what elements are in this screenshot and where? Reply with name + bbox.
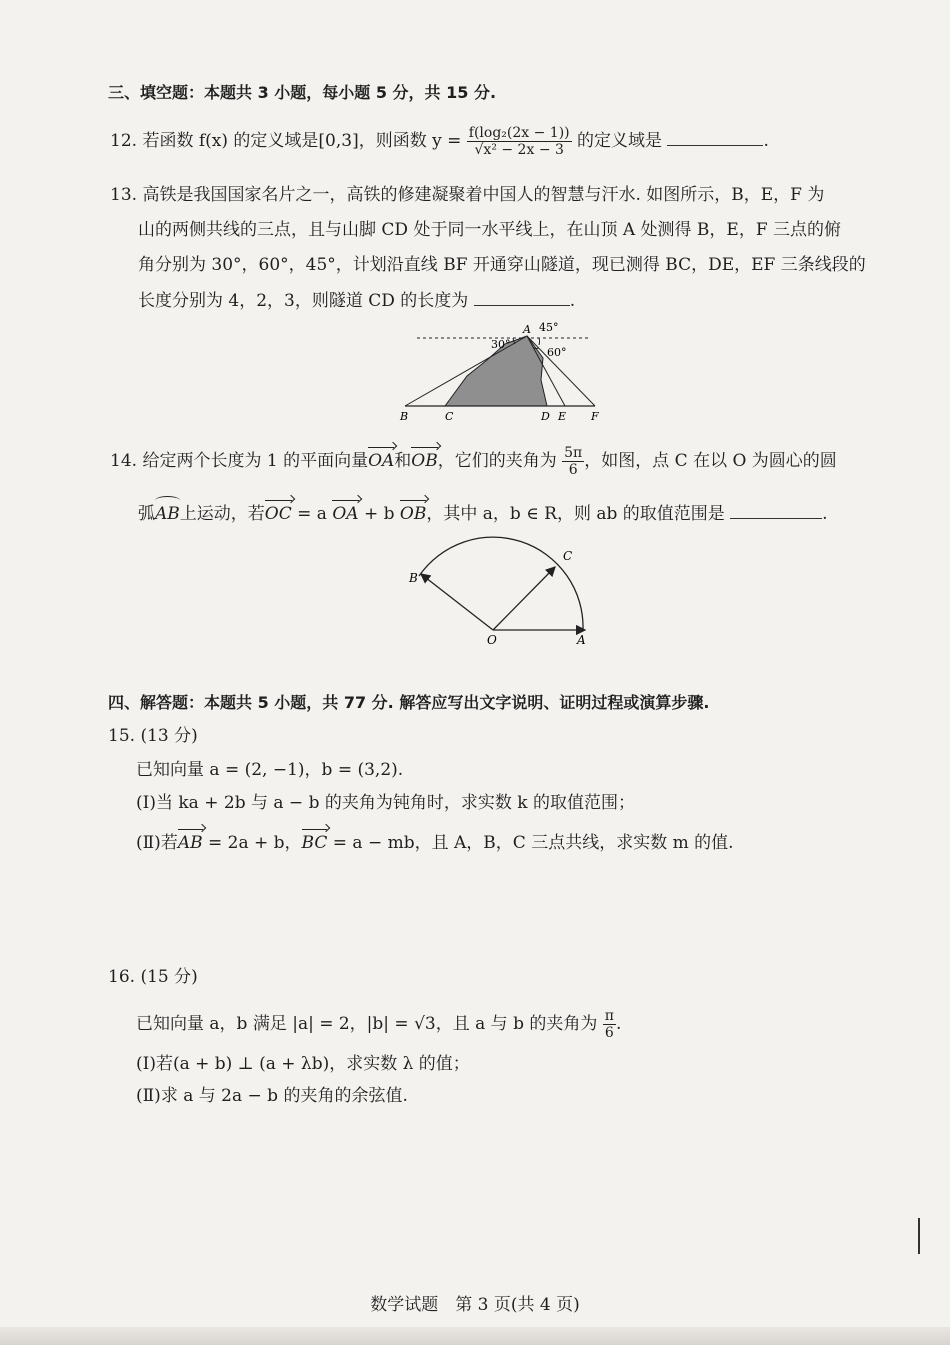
q16-angle-fraction [603,1008,616,1041]
q14-eq: = a [291,504,333,524]
q13-text-1: 高铁是我国国家名片之一，高铁的修建凝聚着中国人的智慧与汗水. 如图所示，B，E，F 为 [142,185,825,205]
q13-answer-blank [474,289,570,306]
vector-OB: OB [411,451,438,471]
question-13-line-1 [110,184,824,206]
q15-part-1: (Ⅰ)当 ka + 2b 与 a − b 的夹角为钝角时，求实数 k 的取值范围； [136,793,635,813]
q12-text-pre: 若函数 f(x) 的定义域是[0,3]，则函数 y = [142,131,462,151]
vector-BC: BC [301,833,328,853]
q14-text-2-b: ，其中 a，b ∈ R，则 ab 的取值范围是 [426,504,725,524]
q13-label-A: A [523,323,531,336]
vector-OC: OC [264,504,292,524]
q13-label-C: C [445,410,454,423]
q12-fraction-denominator: √x² − 2x − 3 [474,142,564,158]
q15-title: 15. (13 分) [108,726,198,746]
q13-text-3: 角分别为 30°，60°，45°，计划沿直线 BF 开通穿山隧道，现已测得 BC，DE，EF 三条线段的 [138,255,866,275]
q14-angle-denominator: 6 [568,462,578,478]
q13-end: . [569,291,576,311]
q16-angle-denominator: 6 [604,1025,614,1041]
q14-end: . [822,504,828,524]
q16-angle-numerator: π [604,1008,614,1024]
q14-number: 14. [110,451,138,471]
section-3-heading: 三、填空题：本题共 3 小题，每小题 5 分，共 15 分. [108,83,497,102]
q13-label-D: D [541,410,550,423]
q12-end: . [763,131,769,151]
q13-label-E: E [558,410,567,423]
page-footer: 数学试题 第 3 页(共 4 页) [370,1295,580,1315]
q14-vector-OC-arrow [493,567,555,630]
question-13-line-4 [138,289,575,312]
q12-text-post: 的定义域是 [577,131,663,151]
q14-label-A: A [577,633,586,647]
q14-label-C: C [563,549,573,563]
q15-part-2 [136,832,734,854]
q16-given-end: . [615,1014,622,1034]
q16-given [136,1008,621,1041]
q16-given-pre: 已知向量 a，b 满足 |a| = 2，|b| = √3，且 a 与 b 的夹角为 [136,1014,598,1034]
q12-fraction [467,125,572,158]
q13-text-2: 山的两侧共线的三点，且与山脚 CD 处于同一水平线上，在山顶 A 处测得 B，E，F 三点的俯 [138,220,842,240]
q14-label-B: B [409,571,418,585]
q14-text-1-mid: ，它们的夹角为 [437,451,557,471]
q13-label-30deg: 30° [491,338,511,351]
scan-bottom-edge [0,1327,950,1345]
q14-angle-numerator: 5π [564,445,583,461]
q13-label-B: B [400,410,409,423]
q16-part-1: (Ⅰ)若(a + b) ⊥ (a + λb)，求实数 λ 的值； [136,1054,470,1074]
vector-OA: OA [368,451,395,471]
q14-label-O: O [487,633,497,647]
q14-text-2-pre: 弧 [138,504,155,524]
vector-OB-2: OB [399,504,427,524]
q14-arc-figure [405,534,605,652]
q14-vector-OB-arrow [421,574,493,630]
q14-and: 和 [394,451,412,471]
q13-arc-45 [539,338,540,345]
q16-title: 16. (15 分) [108,967,198,987]
question-14-line-2 [138,502,828,525]
q13-number: 13. [110,185,138,205]
q14-plus: + b [358,504,400,524]
vector-AB: AB [177,833,203,853]
q13-label-F: F [591,410,599,423]
q12-answer-blank [667,129,763,146]
q14-angle-fraction [562,445,584,478]
q15-part-2-pre: (Ⅱ)若 [136,833,178,853]
q12-fraction-numerator: f(log₂(2x − 1)) [468,125,570,141]
q13-mountain-figure [395,318,615,426]
q14-answer-blank [730,502,822,519]
arc-AB: AB [155,504,180,524]
q13-label-45deg: 45° [539,321,559,334]
q14-text-2-a: 上运动，若 [179,504,265,524]
question-12 [110,125,769,158]
vector-OA-2: OA [332,504,359,524]
q15-part-2-mid: = 2a + b， [202,833,302,853]
q14-arc-curve [419,537,583,630]
q14-text-1-post: ，如图，点 C 在以 O 为圆心的圆 [584,451,837,471]
q15-given: 已知向量 a = (2, −1)，b = (3,2). [136,760,404,780]
question-14-line-1 [110,445,837,478]
q14-text-1-pre: 给定两个长度为 1 的平面向量 [142,451,369,471]
q16-part-2: (Ⅱ)求 a 与 2a − b 的夹角的余弦值. [136,1086,408,1106]
section-4-heading: 四、解答题：本题共 5 小题，共 77 分. 解答应写出文字说明、证明过程或演算步骤. [108,693,710,712]
q12-number: 12. [110,131,138,151]
q13-label-60deg: 60° [547,346,567,359]
q13-text-4: 长度分别为 4，2，3，则隧道 CD 的长度为 [138,291,469,311]
q15-part-2-post: = a − mb，且 A，B，C 三点共线，求实数 m 的值. [327,833,734,853]
scan-edge-mark [918,1218,920,1254]
